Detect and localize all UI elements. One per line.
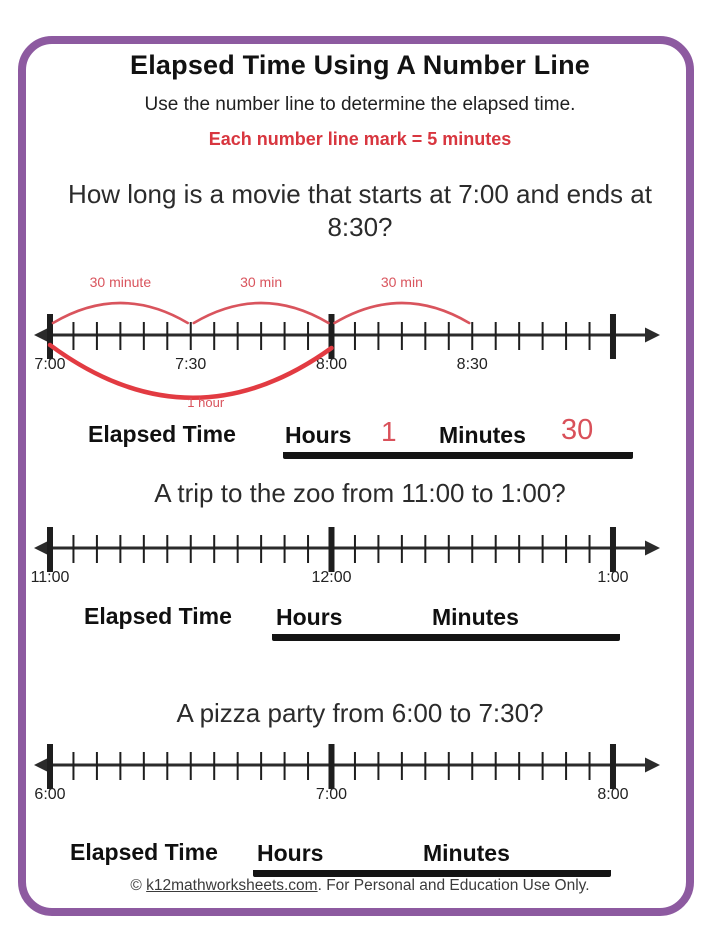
answer-line-2 bbox=[272, 601, 620, 641]
tick-label: 11:00 bbox=[30, 569, 70, 586]
elapsed-arc bbox=[53, 303, 188, 323]
arrow-left-icon bbox=[34, 758, 49, 773]
elapsed-time-label-3: Elapsed Time bbox=[70, 839, 218, 865]
question-1-text: How long is a movie that starts at 7:00 and ends at 8:30? bbox=[68, 179, 652, 243]
arc-below-label: 1 hour bbox=[187, 395, 225, 410]
numberline-2 bbox=[28, 518, 676, 598]
footer-usage-text: . For Personal and Education Use Only. bbox=[317, 877, 590, 894]
scale-note: Each number line mark = 5 minutes bbox=[208, 129, 512, 149]
tick-label: 8:00 bbox=[315, 356, 348, 373]
answer-line-3 bbox=[253, 837, 611, 877]
tick-label: 7:30 bbox=[175, 356, 207, 373]
tick-label: 6:00 bbox=[34, 786, 66, 803]
elapsed-time-label-2: Elapsed Time bbox=[84, 603, 232, 629]
arrow-left-icon bbox=[34, 328, 49, 343]
numberline-1 bbox=[28, 262, 676, 418]
minutes-label-2: Minutes bbox=[432, 604, 519, 630]
arc-label: 30 minute bbox=[89, 274, 152, 290]
minutes-label-3: Minutes bbox=[423, 840, 510, 866]
hours-label-1: Hours bbox=[285, 422, 352, 448]
tick-label: 8:00 bbox=[597, 786, 629, 803]
arc-label: 30 min bbox=[240, 274, 283, 290]
elapsed-time-label-1: Elapsed Time bbox=[88, 421, 236, 447]
hours-label-2: Hours bbox=[276, 604, 343, 630]
arc-label: 30 min bbox=[380, 274, 423, 290]
arrow-right-icon bbox=[645, 758, 660, 773]
minutes-value-1: 30 bbox=[561, 414, 594, 446]
tick-label: 12:00 bbox=[311, 569, 352, 586]
minutes-label-1: Minutes bbox=[439, 422, 526, 448]
arrow-right-icon bbox=[645, 328, 660, 343]
arrow-right-icon bbox=[645, 541, 660, 556]
arrow-left-icon bbox=[34, 541, 49, 556]
numberline-3 bbox=[28, 735, 676, 815]
tick-label: 7:00 bbox=[34, 356, 66, 373]
answer-line-1 bbox=[283, 414, 633, 459]
footer-copyright: © bbox=[130, 877, 147, 894]
hours-label-3: Hours bbox=[257, 840, 324, 866]
elapsed-arc bbox=[194, 303, 329, 323]
footer bbox=[0, 877, 720, 895]
instructions: Use the number line to determine the elapsed time. bbox=[144, 94, 576, 115]
footer-link[interactable]: k12mathworksheets.com bbox=[146, 877, 318, 894]
elapsed-arc bbox=[334, 303, 469, 323]
question-3: A pizza party from 6:00 to 7:30? bbox=[176, 698, 544, 728]
tick-label: 8:30 bbox=[456, 356, 488, 373]
question-2: A trip to the zoo from 11:00 to 1:00? bbox=[154, 478, 566, 508]
hours-value-1: 1 bbox=[381, 416, 397, 447]
tick-label: 1:00 bbox=[597, 569, 629, 586]
page-title: Elapsed Time Using A Number Line bbox=[130, 50, 590, 80]
question-1 bbox=[0, 178, 720, 244]
tick-label: 7:00 bbox=[315, 786, 348, 803]
